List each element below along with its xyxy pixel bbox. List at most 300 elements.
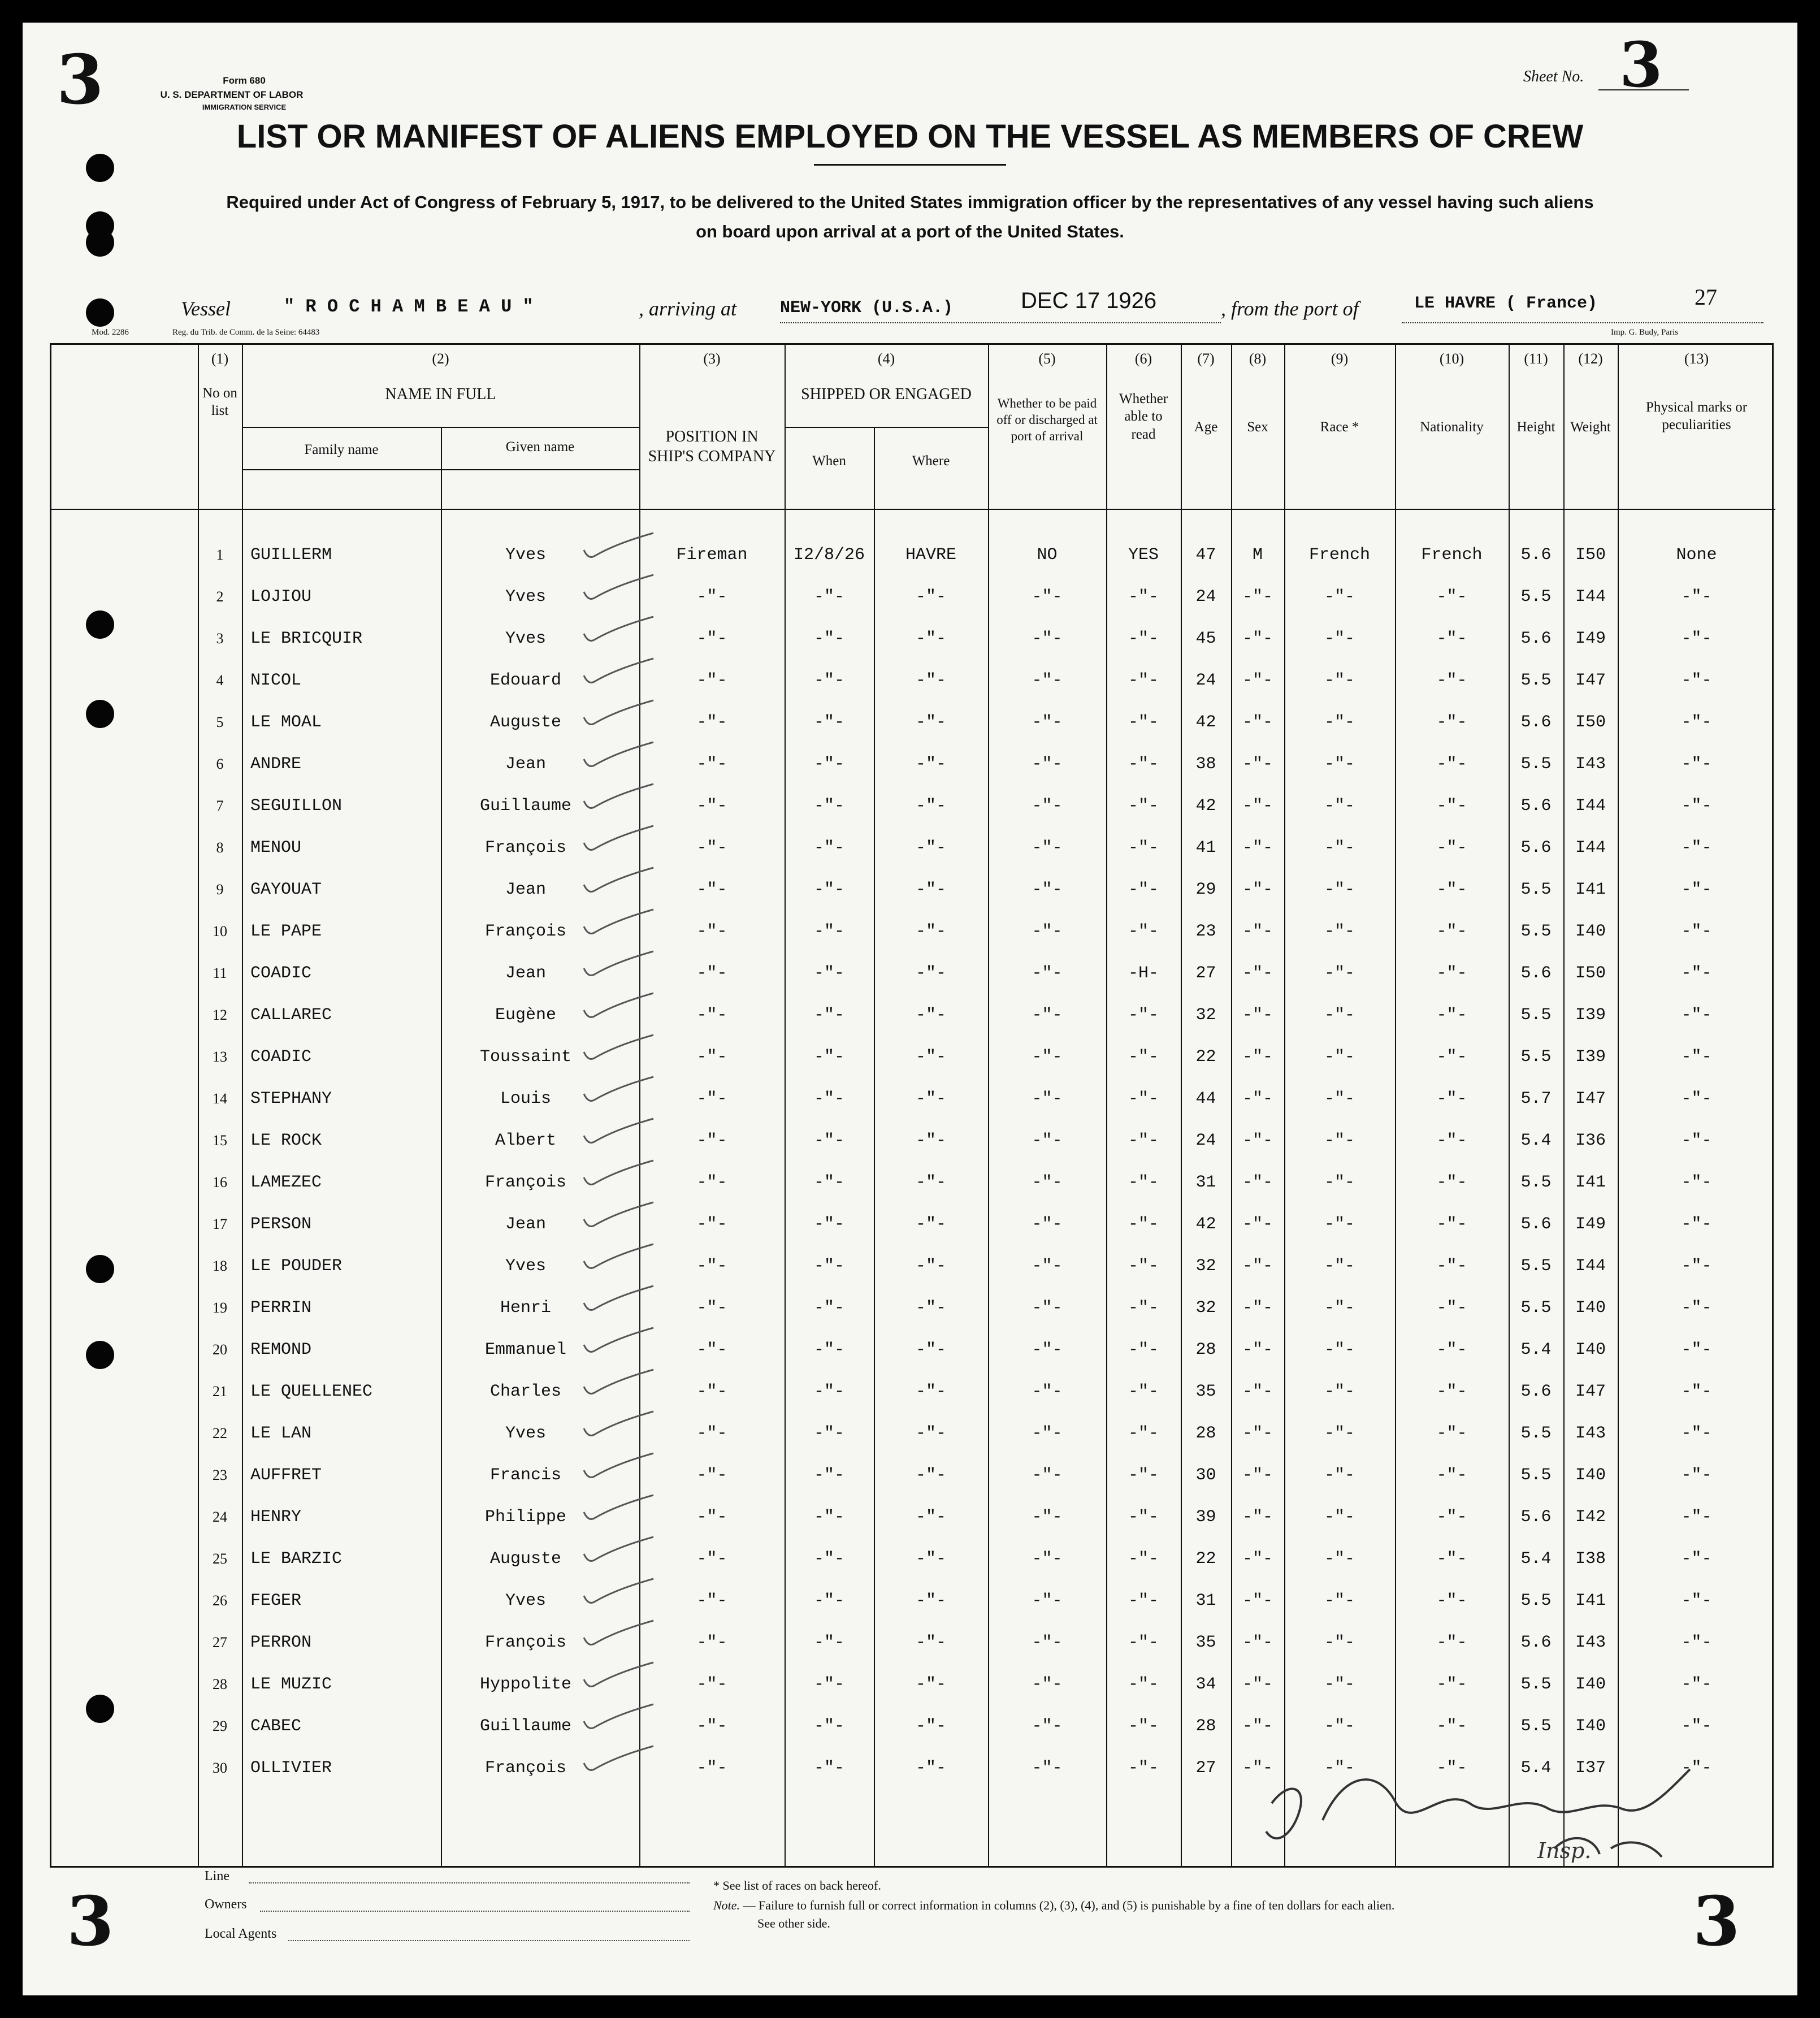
- cell-race: -"-: [1324, 1633, 1355, 1652]
- cell-age: 28: [1195, 1340, 1216, 1359]
- cell-race: -"-: [1324, 922, 1355, 941]
- cell-when: -"-: [813, 1298, 844, 1318]
- cell-given: Yves: [505, 1591, 546, 1610]
- check-mark: [583, 991, 656, 1025]
- cell-race: -"-: [1324, 1382, 1355, 1401]
- cell-no: 27: [213, 1634, 227, 1651]
- cell-age: 41: [1195, 838, 1216, 858]
- cell-race: -"-: [1324, 713, 1355, 732]
- cell-race: -"-: [1324, 1424, 1355, 1443]
- cell-paid-off: -"-: [1032, 587, 1063, 607]
- check-mark: [583, 907, 656, 941]
- table-row: [51, 1245, 1775, 1287]
- cell-read: -"-: [1128, 1047, 1159, 1067]
- cell-height: 5.5: [1520, 1298, 1552, 1318]
- cell-race: -"-: [1324, 1047, 1355, 1067]
- cell-nationality: -"-: [1436, 713, 1467, 732]
- vessel-name: " R O C H A M B E A U ": [284, 296, 534, 317]
- cell-race: -"-: [1324, 1173, 1355, 1192]
- cell-given: Jean: [505, 755, 546, 774]
- cell-paid-off: -"-: [1032, 1215, 1063, 1234]
- cell-nationality: -"-: [1436, 1759, 1467, 1778]
- header-height: Height: [1516, 419, 1555, 435]
- table-row: [51, 1162, 1775, 1203]
- cell-where: -"-: [915, 1340, 946, 1359]
- punch-hole: [86, 298, 114, 327]
- cell-position: -"-: [696, 1215, 727, 1234]
- cell-no: 21: [213, 1383, 227, 1400]
- cell-read: -"-: [1128, 1215, 1159, 1234]
- cell-when: -"-: [813, 922, 844, 941]
- cell-race: -"-: [1324, 1257, 1355, 1276]
- table-row: [51, 534, 1775, 576]
- cell-where: HAVRE: [905, 545, 956, 565]
- cell-age: 42: [1195, 1215, 1216, 1234]
- cell-nationality: French: [1421, 545, 1483, 565]
- cell-age: 23: [1195, 922, 1216, 941]
- punch-hole: [86, 154, 114, 182]
- table-row: [51, 1454, 1775, 1496]
- subtitle-line-1: Required under Act of Congress of February 5, 1917, to be delivered to the United States immigration officer by the representatives of any vessel having such aliens: [226, 192, 1594, 212]
- races-note: * See list of races on back hereof.: [713, 1878, 881, 1893]
- cell-marks: -"-: [1681, 1591, 1712, 1610]
- cell-height: 5.4: [1520, 1549, 1552, 1569]
- from-label: , from the port of: [1221, 297, 1359, 320]
- cell-marks: None: [1676, 545, 1717, 565]
- cell-no: 17: [213, 1216, 227, 1232]
- cell-family: LE LAN: [250, 1424, 312, 1443]
- cell-sex: -"-: [1242, 587, 1273, 607]
- cell-height: 5.6: [1520, 796, 1552, 816]
- col-num: (3): [703, 350, 721, 367]
- cell-age: 42: [1195, 796, 1216, 816]
- cell-family: STEPHANY: [250, 1089, 332, 1108]
- agents-dotted: [288, 1940, 690, 1941]
- cell-weight: I50: [1575, 964, 1606, 983]
- cell-sex: -"-: [1242, 1089, 1273, 1108]
- cell-position: -"-: [696, 1382, 727, 1401]
- service: IMMIGRATION SERVICE: [202, 103, 287, 111]
- cell-given: Albert: [495, 1131, 557, 1150]
- cell-marks: -"-: [1681, 671, 1712, 690]
- cell-given: Guillaume: [479, 1717, 572, 1736]
- cell-height: 5.6: [1520, 1633, 1552, 1652]
- cell-position: -"-: [696, 1549, 727, 1569]
- title-rule: [814, 164, 1006, 166]
- cell-sex: -"-: [1242, 713, 1273, 732]
- cell-race: -"-: [1324, 1298, 1355, 1318]
- table-row: [51, 1496, 1775, 1538]
- cell-given: Jean: [505, 880, 546, 899]
- cell-nationality: -"-: [1436, 1591, 1467, 1610]
- cell-read: -"-: [1128, 1131, 1159, 1150]
- header-divider: [785, 427, 988, 428]
- cell-when: -"-: [813, 880, 844, 899]
- cell-sex: -"-: [1242, 1591, 1273, 1610]
- cell-nationality: -"-: [1436, 671, 1467, 690]
- cell-position: -"-: [696, 1173, 727, 1192]
- cell-when: I2/8/26: [793, 545, 865, 565]
- cell-no: 9: [216, 881, 224, 898]
- from-port: LE HAVRE ( France): [1414, 294, 1598, 313]
- cell-given: François: [484, 1633, 567, 1652]
- printer-mark: Imp. G. Budy, Paris: [1611, 328, 1679, 337]
- cell-where: -"-: [915, 1173, 946, 1192]
- cell-given: Auguste: [489, 713, 562, 732]
- cell-when: -"-: [813, 587, 844, 607]
- cell-sex: -"-: [1242, 1717, 1273, 1736]
- cell-where: -"-: [915, 1508, 946, 1527]
- cell-paid-off: -"-: [1032, 1466, 1063, 1485]
- header-divider: [242, 469, 639, 470]
- cell-nationality: -"-: [1436, 587, 1467, 607]
- cell-sex: -"-: [1242, 1257, 1273, 1276]
- cell-weight: I43: [1575, 755, 1606, 774]
- cell-marks: -"-: [1681, 796, 1712, 816]
- cell-sex: -"-: [1242, 1340, 1273, 1359]
- cell-paid-off: -"-: [1032, 838, 1063, 858]
- cell-nationality: -"-: [1436, 880, 1467, 899]
- header-name-in-full: NAME IN FULL: [385, 386, 496, 403]
- cell-sex: -"-: [1242, 838, 1273, 858]
- cell-read: -"-: [1128, 880, 1159, 899]
- cell-no: 15: [213, 1132, 227, 1149]
- cell-read: -"-: [1128, 629, 1159, 648]
- cell-family: LE MOAL: [250, 713, 322, 732]
- cell-age: 45: [1195, 629, 1216, 648]
- cell-paid-off: -"-: [1032, 1173, 1063, 1192]
- col-num: (12): [1578, 350, 1603, 367]
- cell-when: -"-: [813, 1257, 844, 1276]
- form-number: Form 680: [223, 75, 266, 86]
- cell-paid-off: -"-: [1032, 796, 1063, 816]
- inspector-signature: [1255, 1735, 1718, 1871]
- table-row: [51, 743, 1775, 785]
- cell-age: 31: [1195, 1173, 1216, 1192]
- cell-family: PERRON: [250, 1633, 312, 1652]
- table-row: [51, 1622, 1775, 1664]
- cell-sex: -"-: [1242, 964, 1273, 983]
- cell-when: -"-: [813, 1675, 844, 1694]
- cell-marks: -"-: [1681, 1466, 1712, 1485]
- cell-given: Auguste: [489, 1549, 562, 1569]
- cell-weight: I50: [1575, 545, 1606, 565]
- cell-marks: -"-: [1681, 1257, 1712, 1276]
- cell-weight: I38: [1575, 1549, 1606, 1569]
- cell-height: 5.6: [1520, 1215, 1552, 1234]
- col-num: (5): [1038, 350, 1056, 367]
- cell-given: Yves: [505, 545, 546, 565]
- cell-paid-off: -"-: [1032, 755, 1063, 774]
- header-physical-marks: Physical marks or peculiarities: [1645, 400, 1748, 433]
- cell-read: -"-: [1128, 755, 1159, 774]
- cell-no: 13: [213, 1049, 227, 1065]
- table-row: [51, 1036, 1775, 1078]
- cell-position: -"-: [696, 671, 727, 690]
- cell-read: -"-: [1128, 1006, 1159, 1025]
- cell-position: -"-: [696, 964, 727, 983]
- cell-no: 20: [213, 1341, 227, 1358]
- note-text: — Failure to furnish full or correct information in columns (2), (3), (4), and (5) is punishable by a fine of ten dollars for each alien.: [743, 1898, 1395, 1912]
- cell-given: Charles: [489, 1382, 562, 1401]
- cell-position: -"-: [696, 713, 727, 732]
- cell-where: -"-: [915, 1466, 946, 1485]
- cell-position: -"-: [696, 587, 727, 607]
- cell-family: LE BARZIC: [250, 1549, 343, 1569]
- check-mark: [583, 949, 656, 983]
- cell-position: -"-: [696, 1424, 727, 1443]
- cell-given: François: [484, 922, 567, 941]
- cell-family: NICOL: [250, 671, 302, 690]
- check-mark: [583, 656, 656, 690]
- header-weight: Weight: [1570, 419, 1611, 435]
- header-paid-off: Whether to be paid off or discharged at port of arrival: [996, 396, 1098, 443]
- cell-marks: -"-: [1681, 1340, 1712, 1359]
- table-row: [51, 660, 1775, 701]
- cell-age: 24: [1195, 671, 1216, 690]
- check-mark: [583, 1409, 656, 1443]
- cell-nationality: -"-: [1436, 1257, 1467, 1276]
- cell-height: 5.5: [1520, 1466, 1552, 1485]
- check-mark: [583, 1284, 656, 1318]
- cell-no: 3: [216, 630, 224, 647]
- cell-read: -H-: [1128, 964, 1159, 983]
- cell-age: 34: [1195, 1675, 1216, 1694]
- cell-where: -"-: [915, 1717, 946, 1736]
- cell-given: Philippe: [484, 1508, 567, 1527]
- cell-marks: -"-: [1681, 880, 1712, 899]
- cell-marks: -"-: [1681, 1549, 1712, 1569]
- table-row: [51, 827, 1775, 869]
- cell-paid-off: -"-: [1032, 1424, 1063, 1443]
- cell-when: -"-: [813, 1089, 844, 1108]
- cell-where: -"-: [915, 1131, 946, 1150]
- crew-table: [50, 343, 1774, 1868]
- cell-no: 7: [216, 798, 224, 814]
- cell-no: 8: [216, 839, 224, 856]
- cell-race: -"-: [1324, 587, 1355, 607]
- cell-marks: -"-: [1681, 964, 1712, 983]
- cell-where: -"-: [915, 1424, 946, 1443]
- cell-where: -"-: [915, 713, 946, 732]
- check-mark: [583, 1116, 656, 1150]
- cell-marks: -"-: [1681, 1047, 1712, 1067]
- check-mark: [583, 1493, 656, 1527]
- cell-given: Guillaume: [479, 796, 572, 816]
- cell-age: 27: [1195, 1759, 1216, 1778]
- cell-weight: I44: [1575, 796, 1606, 816]
- cell-nationality: -"-: [1436, 1173, 1467, 1192]
- cell-given: Yves: [505, 1424, 546, 1443]
- cell-race: -"-: [1324, 671, 1355, 690]
- cell-race: -"-: [1324, 880, 1355, 899]
- cell-marks: -"-: [1681, 838, 1712, 858]
- col-num: (13): [1684, 350, 1709, 367]
- cell-sex: -"-: [1242, 1006, 1273, 1025]
- cell-family: COADIC: [250, 1047, 312, 1067]
- cell-sex: -"-: [1242, 1675, 1273, 1694]
- cell-height: 5.4: [1520, 1131, 1552, 1150]
- cell-given: Yves: [505, 587, 546, 607]
- table-row: [51, 1371, 1775, 1413]
- cell-height: 5.5: [1520, 1717, 1552, 1736]
- header-shipped-or-engaged: SHIPPED OR ENGAGED: [801, 386, 972, 403]
- cell-nationality: -"-: [1436, 1549, 1467, 1569]
- cell-given: Yves: [505, 629, 546, 648]
- signature-title: Insp.: [1537, 1838, 1592, 1863]
- cell-weight: I42: [1575, 1508, 1606, 1527]
- cell-where: -"-: [915, 796, 946, 816]
- cell-no: 6: [216, 756, 224, 772]
- cell-nationality: -"-: [1436, 629, 1467, 648]
- cell-marks: -"-: [1681, 1089, 1712, 1108]
- check-mark: [583, 1451, 656, 1485]
- cell-where: -"-: [915, 1633, 946, 1652]
- table-row: [51, 911, 1775, 952]
- cell-marks: -"-: [1681, 587, 1712, 607]
- cell-no: 18: [213, 1258, 227, 1274]
- cell-sex: -"-: [1242, 1173, 1273, 1192]
- cell-no: 29: [213, 1718, 227, 1734]
- cell-sex: -"-: [1242, 1466, 1273, 1485]
- cell-when: -"-: [813, 1591, 844, 1610]
- cell-no: 12: [213, 1007, 227, 1023]
- cell-read: -"-: [1128, 1298, 1159, 1318]
- cell-race: -"-: [1324, 796, 1355, 816]
- header-nationality: Nationality: [1420, 419, 1484, 435]
- cell-height: 5.5: [1520, 1006, 1552, 1025]
- cell-nationality: -"-: [1436, 1466, 1467, 1485]
- cell-read: -"-: [1128, 587, 1159, 607]
- cell-family: LE PAPE: [250, 922, 322, 941]
- cell-when: -"-: [813, 1006, 844, 1025]
- cell-sex: -"-: [1242, 1382, 1273, 1401]
- cell-where: -"-: [915, 1591, 946, 1610]
- cell-weight: I44: [1575, 587, 1606, 607]
- note-label: Note.: [713, 1898, 740, 1912]
- check-mark: [583, 1075, 656, 1108]
- cell-nationality: -"-: [1436, 922, 1467, 941]
- cell-race: -"-: [1324, 629, 1355, 648]
- cell-weight: I40: [1575, 1340, 1606, 1359]
- check-mark: [583, 1033, 656, 1067]
- col-num: (11): [1524, 350, 1548, 367]
- table-row: [51, 1413, 1775, 1454]
- cell-read: -"-: [1128, 1549, 1159, 1569]
- cell-position: -"-: [696, 1591, 727, 1610]
- cell-weight: I47: [1575, 1382, 1606, 1401]
- col-num: (9): [1331, 350, 1349, 367]
- cell-marks: -"-: [1681, 1675, 1712, 1694]
- cell-age: 32: [1195, 1257, 1216, 1276]
- cell-nationality: -"-: [1436, 1340, 1467, 1359]
- cell-sex: -"-: [1242, 1633, 1273, 1652]
- cell-race: -"-: [1324, 1340, 1355, 1359]
- cell-height: 5.5: [1520, 1591, 1552, 1610]
- cell-height: 5.4: [1520, 1759, 1552, 1778]
- cell-position: -"-: [696, 796, 727, 816]
- cell-family: LE MUZIC: [250, 1675, 332, 1694]
- cell-race: -"-: [1324, 1591, 1355, 1610]
- cell-paid-off: -"-: [1032, 1717, 1063, 1736]
- cell-paid-off: -"-: [1032, 1759, 1063, 1778]
- cell-no: 22: [213, 1425, 227, 1441]
- cell-position: -"-: [696, 880, 727, 899]
- cell-height: 5.5: [1520, 671, 1552, 690]
- cell-height: 5.7: [1520, 1089, 1552, 1108]
- cell-height: 5.4: [1520, 1340, 1552, 1359]
- cell-no: 4: [216, 672, 224, 688]
- cell-given: Edouard: [489, 671, 562, 690]
- cell-read: -"-: [1128, 796, 1159, 816]
- cell-position: -"-: [696, 1340, 727, 1359]
- cell-age: 38: [1195, 755, 1216, 774]
- cell-where: -"-: [915, 587, 946, 607]
- cell-no: 19: [213, 1300, 227, 1316]
- cell-race: -"-: [1324, 1215, 1355, 1234]
- cell-paid-off: -"-: [1032, 1675, 1063, 1694]
- check-mark: [583, 1367, 656, 1401]
- cell-age: 27: [1195, 964, 1216, 983]
- handwritten-number: 27: [1695, 284, 1717, 310]
- cell-where: -"-: [915, 880, 946, 899]
- cell-position: -"-: [696, 1717, 727, 1736]
- check-mark: [583, 1158, 656, 1192]
- date-stamp: DEC 17 1926: [1021, 288, 1157, 313]
- cell-marks: -"-: [1681, 1759, 1712, 1778]
- cell-family: GAYOUAT: [250, 880, 322, 899]
- cell-given: François: [484, 1173, 567, 1192]
- cell-family: MENOU: [250, 838, 302, 858]
- cell-given: François: [484, 1759, 567, 1778]
- cell-when: -"-: [813, 671, 844, 690]
- cell-position: -"-: [696, 1131, 727, 1150]
- cell-where: -"-: [915, 838, 946, 858]
- cell-no: 16: [213, 1174, 227, 1190]
- table-row: [51, 1120, 1775, 1162]
- cell-race: -"-: [1324, 1549, 1355, 1569]
- header-able-to-read: Whether able to read: [1119, 391, 1168, 442]
- cell-given: Yves: [505, 1257, 546, 1276]
- cell-where: -"-: [915, 922, 946, 941]
- cell-no: 24: [213, 1509, 227, 1525]
- col-num: (7): [1197, 350, 1215, 367]
- corner-number: 3: [57, 40, 104, 120]
- cell-height: 5.6: [1520, 1382, 1552, 1401]
- cell-given: Toussaint: [479, 1047, 572, 1067]
- cell-height: 5.6: [1520, 1508, 1552, 1527]
- cell-paid-off: -"-: [1032, 964, 1063, 983]
- cell-nationality: -"-: [1436, 1424, 1467, 1443]
- cell-weight: I47: [1575, 1089, 1606, 1108]
- cell-family: PERSON: [250, 1215, 312, 1234]
- cell-race: -"-: [1324, 1466, 1355, 1485]
- cell-family: CABEC: [250, 1717, 302, 1736]
- header-when: When: [812, 453, 846, 469]
- table-row: [51, 994, 1775, 1036]
- table-row: [51, 1538, 1775, 1580]
- check-mark: [583, 1326, 656, 1359]
- table-row: [51, 1664, 1775, 1705]
- cell-age: 32: [1195, 1298, 1216, 1318]
- cell-no: 23: [213, 1467, 227, 1483]
- line-label: Line: [205, 1869, 229, 1883]
- cell-family: SEGUILLON: [250, 796, 343, 816]
- cell-paid-off: -"-: [1032, 1340, 1063, 1359]
- cell-where: -"-: [915, 1549, 946, 1569]
- cell-age: 24: [1195, 587, 1216, 607]
- check-mark: [583, 1242, 656, 1276]
